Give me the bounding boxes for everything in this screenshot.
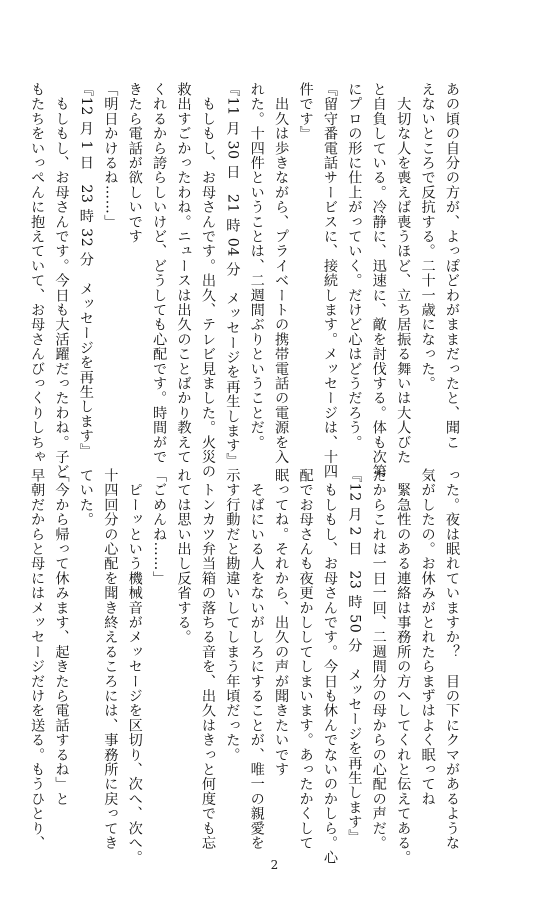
text-column: ていた。 bbox=[77, 468, 94, 527]
text-column: にプロの形に仕上がっていく。だけど心はどうだろう。 bbox=[346, 82, 363, 450]
text-column: と自負している。冷静に、迅速に、敵を討伐する。体も次第 bbox=[370, 82, 387, 479]
text-column: もたちをいっぺんに抱えていて、お母さんびっくりしちゃ bbox=[29, 82, 46, 465]
text-column: った。夜は眠れていますか？ 目の下にクマがあるような bbox=[444, 468, 460, 851]
text-column: 気がしたの。お休みがとれたらまずはよく眠ってね bbox=[419, 468, 436, 807]
text-column: 眠ってね。それから、出久の声が聞きたいです bbox=[273, 468, 290, 777]
text-column: あの頃の自分の方が、よっぽどわがままだったと、聞こ bbox=[444, 82, 460, 450]
text-column: れては思い出し反省する。 bbox=[175, 468, 192, 645]
text-column: 「今から帰って休みます、起きたら電話するね」と bbox=[53, 468, 70, 807]
text-column: もしもし、お母さんです。今日も大活躍だったわね。子ど bbox=[53, 82, 70, 479]
text-column: くれるから誇らしいけど、どうしても心配です。時間がで bbox=[151, 82, 168, 465]
text-column: 早朝だからと母にはメッセージだけを送る。もうひとり、 bbox=[29, 468, 46, 851]
text-column: 配でお母さんも夜更かししてしまいます。あったかくして bbox=[297, 468, 314, 851]
text-column: 『11 月 30 日 21 時 04 分 メッセージを再生します』 bbox=[224, 82, 241, 468]
text-column: 『留守番電話サービスに、接続します。メッセージは、十四 bbox=[321, 82, 338, 479]
text-column: 緊急性のある連絡は事務所の方へしてくれと伝えてある。 bbox=[395, 468, 412, 865]
text-column: えないところで反抗する。二十一歳になった。 bbox=[419, 82, 436, 391]
text-column: 十四回分の心配を聞き終えるころには、事務所に戻ってき bbox=[102, 468, 119, 851]
text-column: 大切な人を喪えば喪うほど、立ち居振る舞いは大人びた bbox=[395, 82, 412, 465]
text-column: きたら電話が欲しいです bbox=[126, 82, 143, 244]
text-column: もしもし、お母さんです。出久、テレビ見ました。火災の bbox=[199, 82, 216, 479]
page-number: 2 bbox=[270, 858, 279, 872]
text-column: もしもし、お母さんです。今日も休んでないのかしら。心 bbox=[321, 468, 338, 865]
text-column: 「明日かけるね……」 bbox=[102, 82, 119, 229]
text-column: 『12 月 1 日 23 時 32 分 メッセージを再生します』 bbox=[77, 82, 94, 459]
text-column: れた。十四件ということは、二週間ぶりということだ。 bbox=[248, 82, 265, 450]
text-column: トンカツ弁当箱の落ちる音を、出久はきっと何度でも忘 bbox=[199, 468, 216, 851]
text-column: 救出すごかったわね。ニュースは出久のことばかり教えて bbox=[175, 82, 192, 465]
text-column: ピーッという機械音がメッセージを区切り、次へ、次へ。 bbox=[126, 468, 143, 865]
text-column: そばにいる人をないがしろにすることが、唯一の親愛を bbox=[248, 468, 265, 851]
text-column: 示す行動だと勘違いしてしまう年頃だった。 bbox=[224, 468, 241, 762]
text-column: 出久は歩きながら、プライベートの携帯電話の電源を入 bbox=[273, 82, 290, 465]
text-block-top bbox=[25, 82, 464, 479]
text-column: だからこれは一日一回、二週間分の母からの心配の声だ。 bbox=[370, 468, 387, 851]
text-column: 「ごめんね……」 bbox=[151, 468, 168, 586]
text-column: 件です』 bbox=[297, 82, 314, 141]
text-block-bottom bbox=[25, 468, 464, 865]
text-column: 『12 月 2 日 23 時 50 分 メッセージを再生します』 bbox=[346, 468, 363, 845]
